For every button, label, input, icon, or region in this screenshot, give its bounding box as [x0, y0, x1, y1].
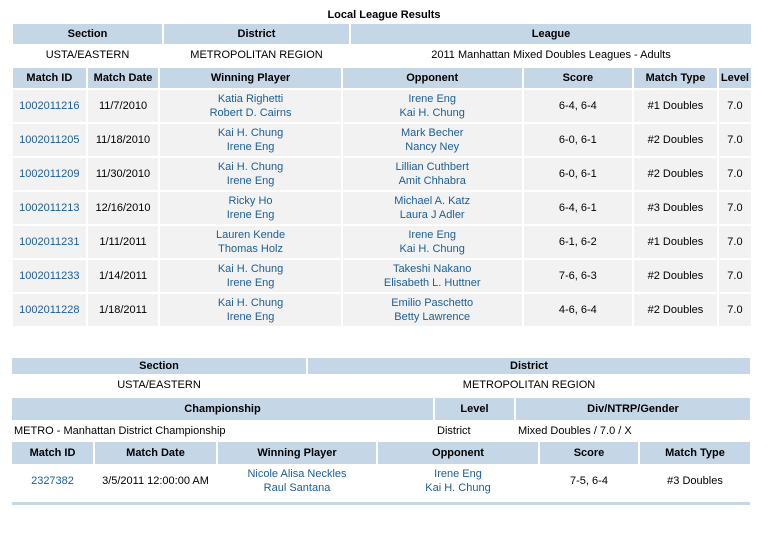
champ-level-header: Level — [435, 398, 514, 420]
match-id-link[interactable]: 1002011205 — [19, 134, 80, 146]
championship-matches-table — [10, 440, 752, 498]
district-header: District — [164, 24, 349, 44]
champ-col-match-date[interactable]: Match Date — [95, 442, 216, 464]
opponent-cell — [343, 158, 522, 190]
opponent-1[interactable]: Takeshi Nakano — [393, 263, 472, 275]
table-row — [13, 124, 751, 156]
championship-level: District — [437, 425, 471, 437]
match-type-cell: #3 Doubles — [667, 475, 723, 487]
opponent-cell — [343, 294, 522, 326]
bottom-divider — [12, 502, 750, 505]
opponent-2[interactable]: Amit Chhabra — [398, 175, 466, 187]
match-id-cell[interactable] — [13, 294, 86, 326]
winning-player-1[interactable]: Kai H. Chung — [217, 161, 284, 173]
opponent-cell — [378, 466, 538, 496]
winning-player-cell — [160, 260, 340, 292]
match-id-link[interactable]: 1002011233 — [19, 270, 80, 282]
championship-name: METRO - Manhattan District Championship — [14, 425, 226, 437]
opponent-cell — [343, 192, 522, 224]
winning-player-1[interactable]: Nicole Alisa Neckles — [247, 468, 347, 480]
match-id-link[interactable]: 1002011228 — [19, 304, 80, 316]
match-date-cell: 12/16/2010 — [88, 192, 159, 224]
championship-div: Mixed Doubles / 7.0 / X — [518, 425, 632, 437]
match-type-cell: #2 Doubles — [634, 158, 717, 190]
table-row — [13, 158, 751, 190]
winning-player-1[interactable]: Kai H. Chung — [217, 127, 284, 139]
district-value: METROPOLITAN REGION — [190, 49, 323, 61]
winning-player-cell — [160, 226, 340, 258]
match-type-cell: #1 Doubles — [634, 226, 717, 258]
match-type-cell: #2 Doubles — [634, 260, 717, 292]
col-match-id[interactable]: Match ID — [13, 68, 86, 88]
match-type-cell: #2 Doubles — [634, 124, 717, 156]
winning-player-cell — [160, 158, 340, 190]
champ-district-header: District — [308, 358, 750, 374]
opponent-1[interactable]: Irene Eng — [408, 93, 457, 105]
match-type-cell: #3 Doubles — [634, 192, 717, 224]
score-cell: 6-4, 6-1 — [524, 192, 632, 224]
match-date-cell: 1/14/2011 — [88, 260, 159, 292]
match-date-cell: 11/30/2010 — [88, 158, 159, 190]
match-id-cell[interactable] — [13, 260, 86, 292]
level-cell: 7.0 — [719, 294, 751, 326]
winning-player-cell — [160, 124, 340, 156]
winning-player-cell — [160, 90, 340, 122]
opponent-2[interactable]: Nancy Ney — [405, 141, 460, 153]
winning-player-1[interactable]: Ricky Ho — [228, 195, 273, 207]
champ-section-value: USTA/EASTERN — [117, 379, 201, 391]
level-cell: 7.0 — [719, 124, 751, 156]
champ-col-opponent[interactable]: Opponent — [378, 442, 538, 464]
winning-player-2[interactable]: Irene Eng — [226, 209, 275, 221]
page-title: Local League Results — [327, 9, 441, 21]
col-score[interactable]: Score — [524, 68, 632, 88]
match-id-link[interactable]: 1002011213 — [19, 202, 80, 214]
match-id-link[interactable]: 1002011209 — [19, 168, 80, 180]
match-date-cell: 1/11/2011 — [88, 226, 159, 258]
table-row — [13, 260, 751, 292]
match-id-link[interactable]: 2327382 — [31, 475, 74, 487]
col-opponent[interactable]: Opponent — [343, 68, 522, 88]
score-cell: 7-6, 6-3 — [524, 260, 632, 292]
match-id-cell[interactable] — [13, 226, 86, 258]
winning-player-2[interactable]: Irene Eng — [226, 277, 275, 289]
match-date-cell: 3/5/2011 12:00:00 AM — [102, 475, 209, 487]
opponent-1[interactable]: Irene Eng — [408, 229, 457, 241]
level-cell: 7.0 — [719, 260, 751, 292]
opponent-2[interactable]: Laura J Adler — [399, 209, 465, 221]
opponent-cell — [343, 226, 522, 258]
level-cell: 7.0 — [719, 158, 751, 190]
champ-col-winning-player[interactable]: Winning Player — [218, 442, 376, 464]
champ-col-match-id[interactable]: Match ID — [12, 442, 93, 464]
winning-player-1[interactable]: Kai H. Chung — [217, 297, 284, 309]
winning-player-2[interactable]: Irene Eng — [226, 175, 275, 187]
opponent-1[interactable]: Michael A. Katz — [394, 195, 471, 207]
match-date-cell: 11/7/2010 — [88, 90, 159, 122]
table-row — [12, 466, 750, 496]
match-type-cell: #2 Doubles — [634, 294, 717, 326]
match-results-table — [11, 66, 753, 328]
match-type-cell: #1 Doubles — [634, 90, 717, 122]
winning-player-2[interactable]: Irene Eng — [226, 141, 275, 153]
score-cell: 6-4, 6-4 — [524, 90, 632, 122]
col-match-date[interactable]: Match Date — [88, 68, 159, 88]
champ-col-match-type[interactable]: Match Type — [640, 442, 750, 464]
winning-player-1[interactable]: Kai H. Chung — [217, 263, 284, 275]
winning-player-2[interactable]: Thomas Holz — [218, 243, 283, 255]
opponent-2[interactable]: Kai H. Chung — [399, 107, 465, 119]
match-id-cell[interactable] — [13, 90, 86, 122]
level-cell: 7.0 — [719, 226, 751, 258]
winning-player-1[interactable]: Katia Righetti — [217, 93, 284, 105]
opponent-2[interactable]: Kai H. Chung — [399, 243, 465, 255]
opponent-cell — [343, 90, 522, 122]
match-id-cell[interactable] — [13, 124, 86, 156]
level-cell: 7.0 — [719, 90, 751, 122]
opponent-1[interactable]: Mark Becher — [401, 127, 464, 139]
col-winning-player[interactable]: Winning Player — [160, 68, 340, 88]
table-row — [13, 294, 751, 326]
winning-player-1[interactable]: Lauren Kende — [215, 229, 286, 241]
match-date-cell: 1/18/2011 — [88, 294, 159, 326]
championship-info-table — [10, 396, 752, 442]
section-header: Section — [13, 24, 162, 44]
winning-player-2[interactable]: Raul Santana — [263, 482, 331, 494]
match-date-cell: 11/18/2010 — [88, 124, 159, 156]
score-cell: 6-0, 6-1 — [524, 124, 632, 156]
winning-player-cell — [160, 294, 340, 326]
match-id-link[interactable]: 1002011231 — [19, 236, 80, 248]
section-value: USTA/EASTERN — [45, 49, 130, 61]
opponent-1[interactable]: Irene Eng — [434, 468, 482, 480]
champ-col-score[interactable]: Score — [540, 442, 638, 464]
col-match-type[interactable]: Match Type — [634, 68, 717, 88]
match-id-cell[interactable] — [13, 192, 86, 224]
league-value: 2011 Manhattan Mixed Doubles Leagues - Adults — [431, 49, 671, 61]
table-row — [13, 90, 751, 122]
championship-section-table — [10, 356, 752, 396]
table-row — [13, 226, 751, 258]
table-row — [13, 192, 751, 224]
opponent-2[interactable]: Betty Lawrence — [394, 311, 471, 323]
opponent-2[interactable]: Elisabeth L. Huttner — [383, 277, 481, 289]
league-info-table — [11, 22, 753, 66]
winning-player-2[interactable]: Irene Eng — [226, 311, 275, 323]
score-cell: 4-6, 6-4 — [524, 294, 632, 326]
level-cell: 7.0 — [719, 192, 751, 224]
winning-player-cell — [160, 192, 340, 224]
opponent-cell — [343, 260, 522, 292]
match-id-link[interactable]: 1002011216 — [19, 100, 80, 112]
champ-district-value: METROPOLITAN REGION — [462, 379, 596, 391]
winning-player-cell — [218, 466, 376, 496]
div-ntrp-gender-header: Div/NTRP/Gender — [516, 398, 750, 420]
opponent-1[interactable]: Emilio Paschetto — [391, 297, 474, 309]
match-id-cell[interactable] — [12, 466, 93, 496]
match-id-cell[interactable] — [13, 158, 86, 190]
winning-player-2[interactable]: Robert D. Cairns — [209, 107, 292, 119]
championship-header: Championship — [12, 398, 433, 420]
score-cell: 7-5, 6-4 — [570, 475, 608, 487]
opponent-cell — [343, 124, 522, 156]
score-cell: 6-1, 6-2 — [524, 226, 632, 258]
champ-section-header: Section — [12, 358, 306, 374]
opponent-2[interactable]: Kai H. Chung — [425, 482, 491, 494]
league-header: League — [351, 24, 751, 44]
opponent-1[interactable]: Lillian Cuthbert — [395, 161, 469, 173]
score-cell: 6-0, 6-1 — [524, 158, 632, 190]
col-level[interactable]: Level — [719, 68, 751, 88]
